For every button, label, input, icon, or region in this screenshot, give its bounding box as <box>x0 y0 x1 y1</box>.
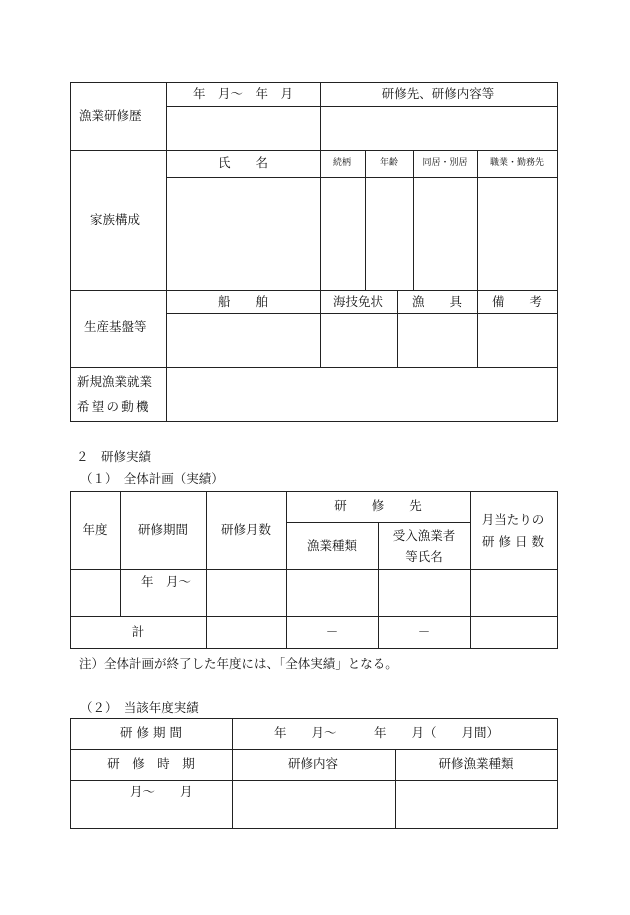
family-occupation-header: 職業・勤務先 <box>489 158 545 168</box>
period-header: 研修期間 <box>137 522 189 537</box>
days-header-line2: 研 修 日 数 <box>482 534 544 549</box>
section2-title: ２ 研修実績 <box>76 449 152 464</box>
content-label: 研修内容 <box>287 756 339 771</box>
license-header: 海技免状 <box>332 294 384 309</box>
period-label: 研 修 期 間 <box>120 725 182 740</box>
training-period-header: 年 月〜 年 月 <box>192 86 294 101</box>
total-dash-receiver: － <box>417 624 431 639</box>
plan-note: 注）全体計画が終了した年度には、「全体実績」となる。 <box>79 656 398 671</box>
sub1-title: （１） 全体計画（実績） <box>80 471 224 486</box>
total-dash-fishery: － <box>325 624 339 639</box>
production-label: 生産基盤等 <box>84 319 147 334</box>
training-history-label: 漁業研修歴 <box>79 108 142 123</box>
sub2-title: （２） 当該年度実績 <box>80 700 199 715</box>
time-label: 研 修 時 期 <box>107 756 195 771</box>
year-header: 年度 <box>82 522 108 537</box>
vessel-header: 船 舶 <box>217 294 269 309</box>
family-relation-header: 続柄 <box>332 158 352 168</box>
fishery-type-header: 漁業種類 <box>306 538 358 553</box>
total-label: 計 <box>131 624 145 639</box>
family-label: 家族構成 <box>90 212 141 227</box>
motivation-label-line2: 希望の動機 <box>77 399 151 414</box>
training-content-header: 研修先、研修内容等 <box>381 86 495 101</box>
family-age-header: 年齢 <box>379 158 399 168</box>
motivation-label-line1: 新規漁業就業 <box>77 374 153 389</box>
fishery-type-label: 研修漁業種類 <box>438 756 514 771</box>
family-cohabit-header: 同居・別居 <box>422 158 468 168</box>
receiver-header-line1: 受入漁業者 <box>392 528 456 543</box>
gear-header: 漁 具 <box>411 294 463 309</box>
row-months: 月〜 月 <box>130 784 193 799</box>
receiver-header-line2: 等氏名 <box>405 549 443 564</box>
period-value: 年 月〜 年 月（ 月間） <box>274 725 500 740</box>
remarks-header: 備 考 <box>491 294 543 309</box>
row-date: 年 月〜 <box>141 574 192 589</box>
months-header: 研修月数 <box>220 522 272 537</box>
family-name-header: 氏 名 <box>217 155 269 170</box>
days-header-line1: 月当たりの <box>481 512 545 527</box>
destination-header: 研 修 先 <box>334 498 422 513</box>
